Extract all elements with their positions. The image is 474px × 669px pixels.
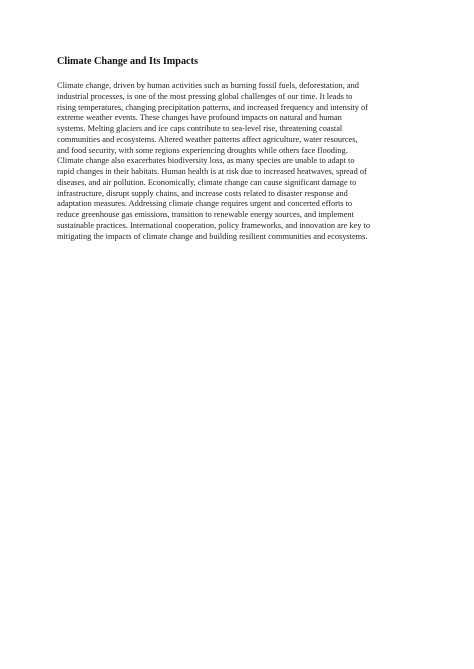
paragraph-line: mitigating the impacts of climate change and building resilient communities and ecosystems. (57, 231, 368, 241)
paragraph-line: reduce greenhouse gas emissions, transition to renewable energy sources, and implement (57, 210, 354, 219)
paragraph-line: and food security, with some regions experiencing droughts while others face flooding. (57, 145, 348, 155)
paragraph-line: communities and ecosystems. Altered weather patterns affect agriculture, water resources, (57, 134, 358, 144)
paragraph-line: Climate change, driven by human activities such as burning fossil fuels, deforestation, and (57, 81, 359, 90)
paragraph-line: extreme weather events. These changes have profound impacts on natural and human (57, 113, 342, 123)
paragraph-line: rapid changes in their habitats. Human health is at risk due to increased heatwaves, spread of (57, 167, 367, 176)
paragraph-line: sustainable practices. International cooperation, policy frameworks, and innovation are key to (57, 220, 371, 230)
document-title: Climate Change and Its Impacts (57, 56, 198, 67)
paragraph-line: systems. Melting glaciers and ice caps contribute to sea-level rise, threatening coastal (57, 124, 343, 133)
paragraph-line: rising temperatures, changing precipitation patterns, and increased frequency and intensity of (57, 102, 368, 112)
paragraph-line: adaptation measures. Addressing climate change requires urgent and concerted efforts to (57, 199, 353, 209)
paragraph-line: diseases, and air pollution. Economically, climate change can cause significant damage to (57, 177, 357, 187)
body-paragraph (57, 81, 413, 242)
paragraph-line: Climate change also exacerbates biodiversity loss, as many species are unable to adapt to (57, 156, 355, 166)
paragraph-line: industrial processes, is one of the most pressing global challenges of our time. It leads to (57, 91, 353, 101)
paragraph-line: infrastructure, disrupt supply chains, and increase costs related to disaster response and (57, 188, 348, 198)
